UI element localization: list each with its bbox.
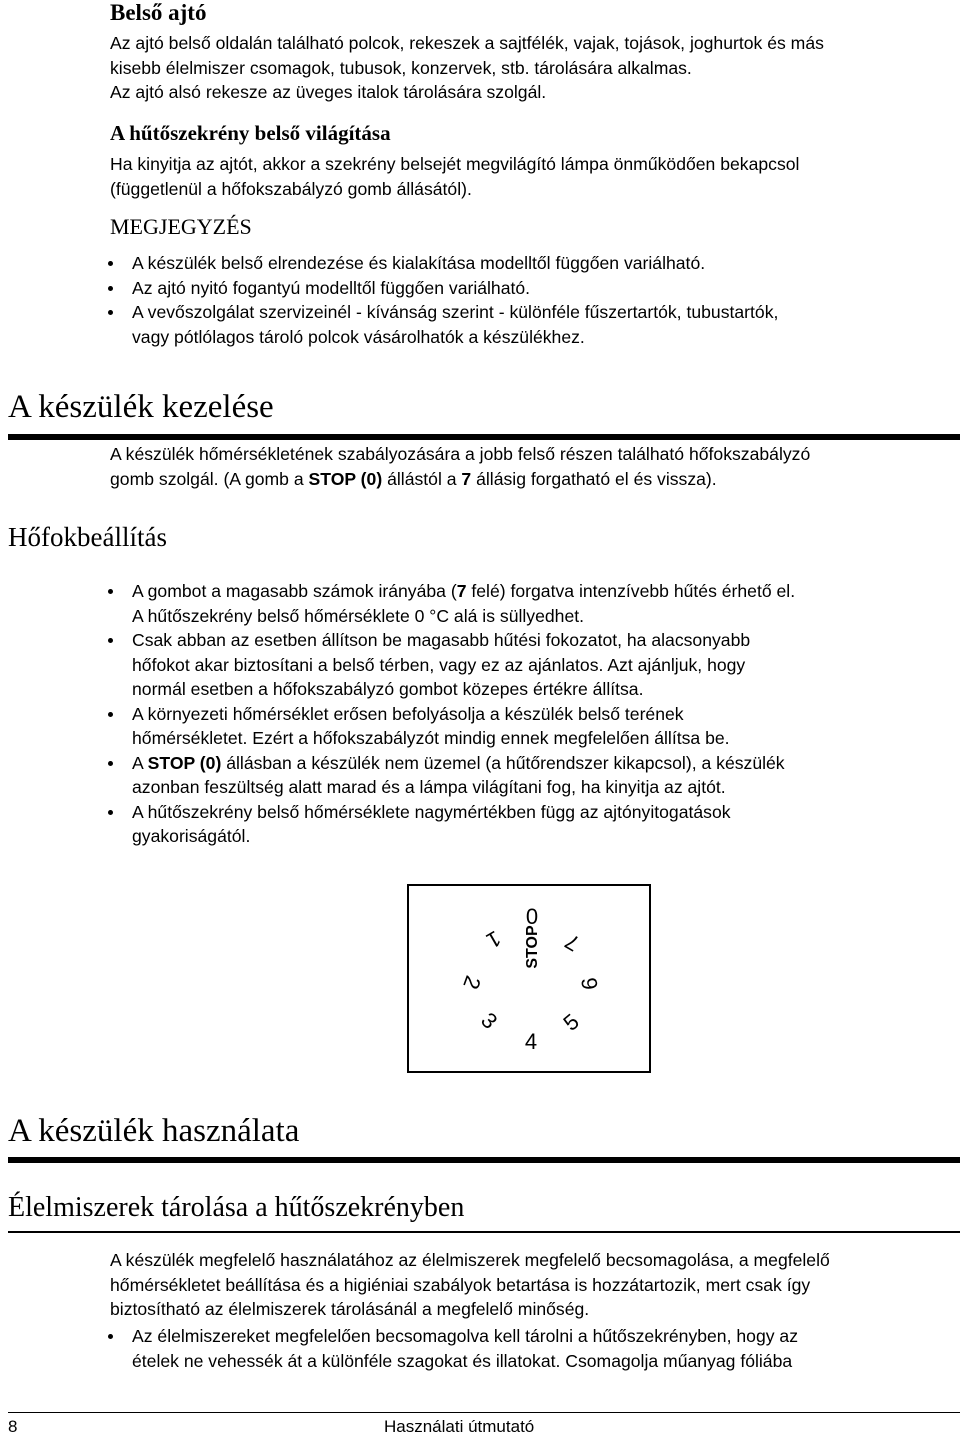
dial-number-3: 3 xyxy=(476,1007,503,1034)
bullet-icon xyxy=(108,810,113,815)
chapter-heading-kezelese: A készülék kezelése xyxy=(8,389,274,425)
note-item: Az ajtó nyitó fogantyú modelltől függően variálható. xyxy=(108,276,953,301)
text-line: A készülék hőmérsékletének szabályozására a jobb felső részen található hőfokszabályzó xyxy=(110,444,811,464)
text-line: A készülék megfelelő használatához az élelmiszerek megfelelő becsomagolása, a megfelelő xyxy=(110,1250,830,1270)
note-item: A készülék belső elrendezése és kialakítása modelltől függően variálható. xyxy=(108,251,953,276)
tarolas-item: Az élelmiszereket megfelelően becsomagolva kell tárolni a hűtőszekrényben, hogy az ételek ne vehessék át a különféle szagokat és illatokat. Csomagolja műanyag fóliába xyxy=(108,1324,953,1373)
text-line: gomb szolgál. (A gomb a STOP (0) állástól a 7 állásig forgatható el és vissza). xyxy=(110,468,717,489)
note-item: A vevőszolgálat szervizeinél - kívánság szerint - különféle fűszertartók, tubustartók, vagy pótlólagos tároló polcok vásárolhatók a készülékhez. xyxy=(108,300,953,349)
section-heading-vilagitas: A hűtőszekrény belső világítása xyxy=(110,121,391,145)
text-line: Az ajtó belső oldalán található polcok, rekeszek a sajtfélék, vajak, tojások, joghurtok és más xyxy=(110,33,824,53)
text-line: Az ajtó alsó rekesze az üveges italok tárolására szolgál. xyxy=(110,82,547,102)
chapter-heading-hasznalata: A készülék használata xyxy=(8,1113,300,1149)
section-heading-hofok: Hőfokbeállítás xyxy=(8,522,167,552)
text-line: kisebb élelmiszer csomagok, tubusok, konzervek, stb. tárolására alkalmas. xyxy=(110,57,692,78)
tarolas-list xyxy=(108,1324,953,1373)
belso-ajto-text xyxy=(110,31,950,105)
thermostat-dial-figure xyxy=(407,884,651,1073)
hofok-item: A gombot a magasabb számok irányába (7 felé) forgatva intenzívebb hűtés érhető el. A hűtőszekrény belső hőmérséklete 0 °C alá is süllyedhet. xyxy=(108,579,953,628)
page-number: 8 xyxy=(8,1417,18,1436)
section-rule xyxy=(8,1231,960,1233)
hofok-item: A környezeti hőmérséklet erősen befolyásolja a készülék belső terének hőmérsékletet. Ezért a hőfokszabályzót mindig ennek megfelelően állítsa be. xyxy=(108,702,953,751)
text-line: biztosítható az élelmiszerek tárolásánál a megfelelő minőség. xyxy=(110,1299,590,1319)
thermostat-dial-svg xyxy=(409,886,649,1071)
vilagitas-text xyxy=(110,152,950,201)
text-line: (függetlenül a hőfokszabályzó gomb állásától). xyxy=(110,178,472,199)
dial-number-2: 2 xyxy=(458,972,486,993)
bullet-icon xyxy=(108,589,113,594)
note-heading: MEGJEGYZÉS xyxy=(110,214,252,239)
section-heading-tarolas: Élelmiszerek tárolása a hűtőszekrényben xyxy=(8,1192,465,1223)
bullet-icon xyxy=(108,310,113,315)
footer-rule xyxy=(8,1412,960,1413)
note-list xyxy=(108,251,953,349)
tarolas-text xyxy=(110,1248,955,1322)
footer-title: Használati útmutató xyxy=(384,1417,535,1436)
hofok-item: Csak abban az esetben állítson be magasabb hűtési fokozatot, ha alacsonyabb hőfokot akar biztosítani a belső térben, vagy ez az ajánlatos. Azt ajánljuk, hogy normál esetben a hőfokszabályzó gombot közepes értékre állítsa. xyxy=(108,628,953,702)
text-line: hőmérsékletet beállítása és a higiéniai szabályok betartása is hozzátartozik, mert csak így xyxy=(110,1274,811,1295)
dial-number-7: 7 xyxy=(560,928,584,957)
bullet-icon xyxy=(108,712,113,717)
bullet-icon xyxy=(108,286,113,291)
bullet-icon xyxy=(108,761,113,766)
bullet-icon xyxy=(108,1334,113,1339)
heading-rule xyxy=(8,434,960,440)
text-line: Ha kinyitja az ajtót, akkor a szekrény belsejét megvilágító lámpa önműködően bekapcsol xyxy=(110,154,800,174)
hofok-item: A STOP (0) állásban a készülék nem üzemel (a hűtőrendszer kikapcsol), a készülék azonban feszültség alatt marad és a lámpa világítani fog, ha kinyitja az ajtót. xyxy=(108,751,953,800)
bullet-icon xyxy=(108,638,113,643)
bullet-icon xyxy=(108,261,113,266)
hofok-item: A hűtőszekrény belső hőmérséklete nagymértékben függ az ajtónyitogatások gyakoriságától. xyxy=(108,800,953,849)
hofok-list xyxy=(108,579,953,849)
heading-rule xyxy=(8,1157,960,1163)
section-heading-belso-ajto: Belső ajtó xyxy=(110,0,207,25)
kezelese-intro xyxy=(110,442,955,491)
dial-number-4: 4 xyxy=(524,1029,538,1054)
dial-number-0: 0 xyxy=(525,904,539,929)
dial-number-6: 6 xyxy=(576,976,603,991)
dial-number-1: 1 xyxy=(482,925,506,954)
dial-number-5: 5 xyxy=(558,1008,584,1036)
dial-stop-label: STOP xyxy=(524,925,541,969)
